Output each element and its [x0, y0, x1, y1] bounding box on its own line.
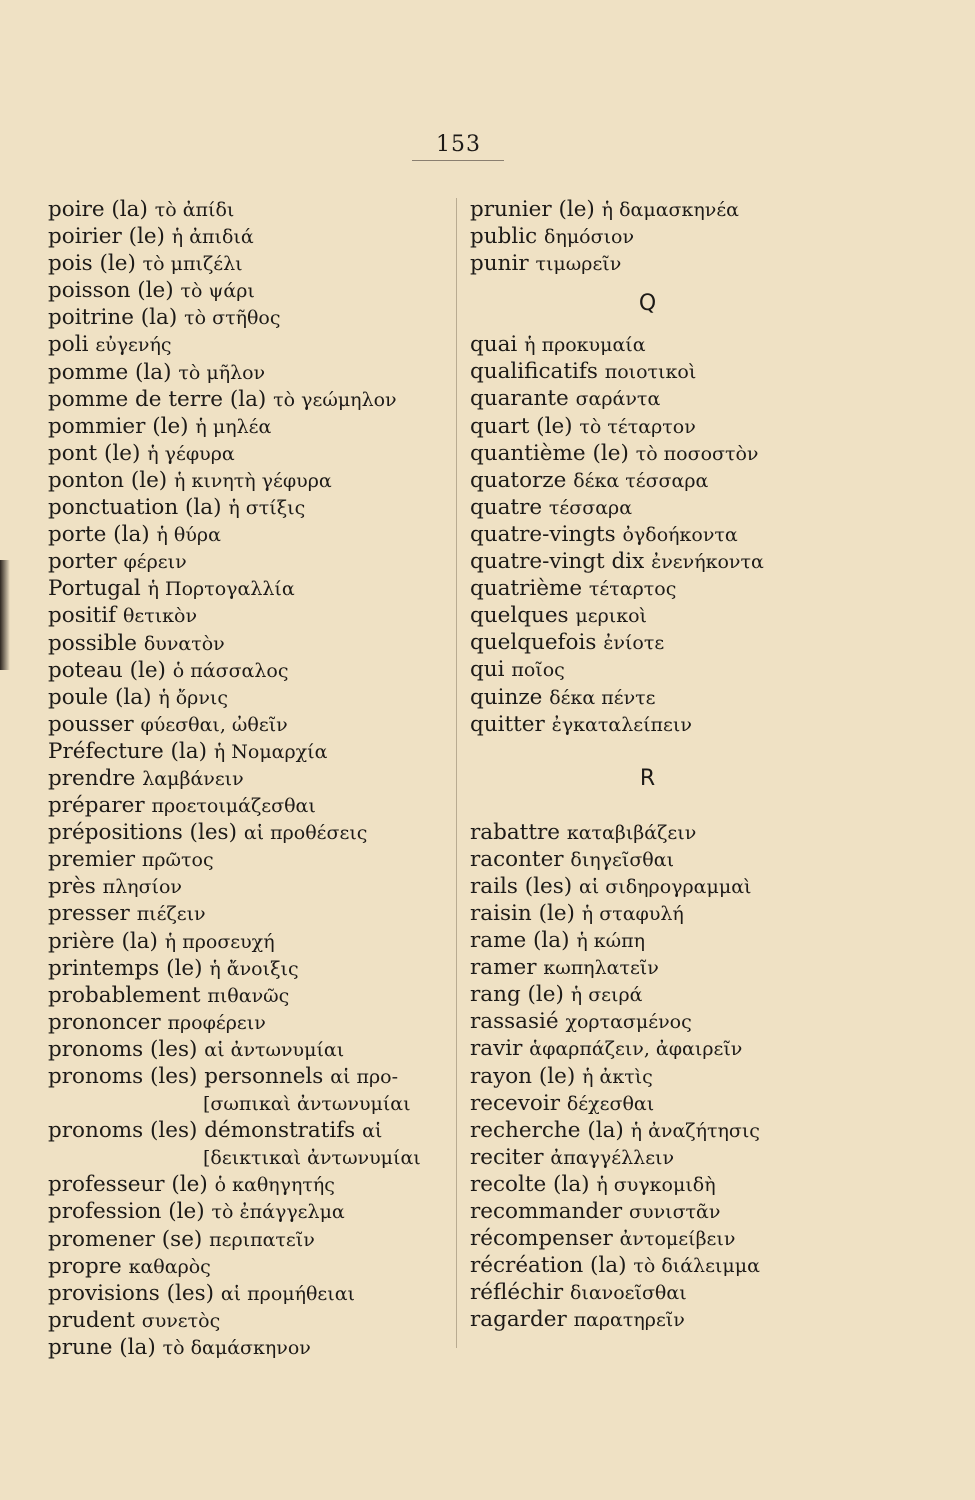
- french-term: ponton (le): [48, 467, 168, 493]
- dictionary-entry: [470, 954, 870, 981]
- dictionary-entry: [470, 250, 870, 277]
- dictionary-entry: [470, 981, 870, 1008]
- french-term: positif: [48, 603, 117, 629]
- dictionary-entry: [48, 1063, 448, 1090]
- greek-translation: ἡ κώπη: [576, 930, 646, 953]
- french-term: recevoir: [470, 1090, 561, 1116]
- dictionary-entry: [470, 494, 870, 521]
- french-term: pronoms (les) démonstratifs: [48, 1118, 356, 1144]
- greek-translation: διηγεῖσθαι: [570, 848, 675, 871]
- dictionary-entry: [48, 494, 448, 521]
- french-term: quatre: [470, 494, 543, 520]
- dictionary-entry: [470, 1035, 870, 1062]
- french-term: professeur (le): [48, 1172, 208, 1198]
- french-term: recommander: [470, 1199, 623, 1224]
- greek-translation: τέσσαρα: [548, 496, 633, 519]
- dictionary-entry: [48, 386, 448, 413]
- greek-translation: ὁ πάσσαλος: [172, 659, 289, 682]
- french-term: Préfecture (la): [48, 738, 207, 764]
- greek-translation: τὸ γεώμηλον: [273, 388, 397, 411]
- dictionary-entry: [48, 359, 448, 386]
- greek-translation: ἡ ἀκτὶς: [582, 1065, 653, 1088]
- french-term: récompenser: [470, 1226, 613, 1252]
- dictionary-entry: [470, 684, 870, 711]
- dictionary-entry: [48, 1117, 448, 1144]
- dictionary-entry: [470, 413, 870, 440]
- dictionary-entry: [470, 846, 870, 873]
- dictionary-entry: [48, 548, 448, 575]
- dictionary-entry: [48, 440, 448, 467]
- french-term: porter: [48, 549, 117, 575]
- dictionary-entry: [48, 873, 448, 900]
- greek-translation: ἐγκαταλείπειν: [551, 713, 692, 736]
- dictionary-entry: [48, 1253, 448, 1280]
- dictionary-entry: [48, 413, 448, 440]
- french-term: pomme de terre (la): [48, 386, 267, 412]
- dictionary-entry: [48, 467, 448, 494]
- french-term: poire (la): [48, 197, 148, 222]
- greek-translation: ποιοτικοὶ: [604, 361, 697, 384]
- french-term: qualificatifs: [470, 359, 598, 385]
- dictionary-entry: [48, 521, 448, 548]
- entries-q: [470, 331, 870, 737]
- french-term: poteau (le): [48, 657, 166, 683]
- dictionary-entry: [48, 304, 448, 331]
- dictionary-entry: [470, 629, 870, 656]
- greek-translation: ἡ συγκομιδὴ: [596, 1173, 716, 1196]
- french-term: quart (le): [470, 413, 573, 439]
- right-column: [470, 196, 870, 1333]
- column-divider: [456, 198, 457, 1348]
- dictionary-entry: [470, 1063, 870, 1090]
- dictionary-entry: [48, 1334, 448, 1361]
- french-term: ramer: [470, 955, 537, 981]
- greek-translation: [σωπικαὶ ἀντωνυμίαι: [203, 1093, 411, 1116]
- french-term: rame (la): [470, 928, 570, 954]
- french-term: ravir: [470, 1036, 523, 1062]
- french-term: prudent: [48, 1307, 135, 1333]
- french-term: quatre-vingt dix: [470, 549, 645, 575]
- french-term: pousser: [48, 711, 134, 737]
- french-term: rang (le): [470, 982, 564, 1008]
- dictionary-entry: [48, 602, 448, 629]
- french-term: porte (la): [48, 522, 150, 548]
- dictionary-entry: [48, 819, 448, 846]
- left-column: [48, 196, 448, 1361]
- greek-translation: αἱ: [362, 1120, 383, 1143]
- dictionary-entry: [48, 250, 448, 277]
- dictionary-entry: [48, 1171, 448, 1198]
- greek-translation: τιμωρεῖν: [535, 253, 622, 276]
- french-term: premier: [48, 847, 136, 873]
- dictionary-entry: [470, 602, 870, 629]
- dictionary-entry: [48, 792, 448, 819]
- greek-translation: ἡ ὄρνις: [158, 686, 228, 709]
- french-term: quai: [470, 332, 518, 358]
- french-term: raisin (le): [470, 900, 575, 926]
- greek-translation: συνιστᾶν: [629, 1201, 721, 1223]
- french-term: quantième (le): [470, 440, 629, 466]
- greek-translation: τὸ ψάρι: [180, 280, 255, 303]
- greek-translation: ἡ γέφυρα: [147, 442, 235, 465]
- dictionary-entry: [470, 467, 870, 494]
- greek-translation: τὸ ἐπάγγελμα: [211, 1201, 345, 1224]
- dictionary-entry: [48, 196, 448, 223]
- greek-translation: ἡ ἀπιδιά: [171, 226, 254, 249]
- greek-translation: ἡ ἀναζήτησις: [630, 1119, 760, 1142]
- dictionary-entry: [48, 277, 448, 304]
- french-term: prune (la): [48, 1334, 156, 1360]
- french-term: quinze: [470, 684, 543, 710]
- greek-translation: κωπηλατεῖν: [543, 957, 659, 980]
- french-term: récréation (la): [470, 1253, 627, 1279]
- french-term: poitrine (la): [48, 305, 178, 331]
- page-edge-shadow: [0, 560, 10, 670]
- dictionary-entry: [48, 1280, 448, 1307]
- page-number: 153: [436, 132, 481, 157]
- entries-p: [470, 196, 870, 277]
- greek-translation: ἡ προσευχή: [164, 930, 275, 953]
- greek-translation: σαράντα: [575, 388, 661, 411]
- greek-translation: δημόσιον: [544, 226, 635, 249]
- dictionary-entry: [48, 684, 448, 711]
- greek-translation: ἀπαγγέλλειν: [550, 1146, 675, 1169]
- greek-translation: ἡ κινητὴ γέφυρα: [174, 469, 332, 492]
- greek-translation: αἱ προθέσεις: [243, 822, 368, 845]
- greek-translation: τέταρτος: [588, 578, 677, 601]
- french-term: public: [470, 224, 538, 250]
- french-term: prendre: [48, 765, 136, 791]
- greek-translation: ἐνίοτε: [603, 632, 665, 655]
- french-term: promener (se): [48, 1226, 203, 1252]
- greek-translation: πρῶτος: [141, 849, 214, 872]
- greek-translation: αἱ σιδηρογραμμαὶ: [578, 875, 752, 898]
- french-term: rayon (le): [470, 1063, 576, 1089]
- french-term: reciter: [470, 1144, 544, 1170]
- greek-translation: τὸ μῆλον: [178, 361, 266, 384]
- dictionary-entry: [48, 1198, 448, 1225]
- french-term: presser: [48, 901, 130, 927]
- greek-translation: ποῖος: [511, 659, 565, 682]
- dictionary-entry: [48, 1009, 448, 1036]
- greek-translation: τὸ διάλειμμα: [633, 1255, 760, 1278]
- greek-translation: [δεικτικαὶ ἀντωνυμίαι: [203, 1147, 421, 1170]
- dictionary-entry: [470, 1198, 870, 1225]
- dictionary-entry: [470, 1144, 870, 1171]
- dictionary-entry: [48, 1090, 448, 1117]
- french-term: raconter: [470, 846, 564, 872]
- french-term: quatre-vingts: [470, 521, 616, 547]
- french-term: pont (le): [48, 440, 141, 466]
- greek-translation: ἡ σταφυλή: [581, 902, 684, 925]
- greek-translation: ἡ σειρά: [570, 984, 643, 1007]
- french-term: rassasié: [470, 1009, 559, 1035]
- french-term: pois (le): [48, 251, 136, 277]
- french-term: recherche (la): [470, 1117, 624, 1143]
- dictionary-entry: [470, 711, 870, 738]
- dictionary-entry: [48, 331, 448, 358]
- greek-translation: ἡ προκυμαία: [524, 334, 646, 357]
- greek-translation: προφέρειν: [167, 1011, 266, 1034]
- dictionary-entry: [470, 331, 870, 358]
- french-term: quatorze: [470, 467, 567, 493]
- dictionary-entry: [48, 738, 448, 765]
- greek-translation: δέκα τέσσαρα: [573, 469, 709, 492]
- french-term: propre: [48, 1253, 122, 1279]
- dictionary-entry: [470, 385, 870, 412]
- french-term: pomme (la): [48, 359, 172, 385]
- french-term: pommier (le): [48, 413, 189, 439]
- dictionary-entry: [470, 873, 870, 900]
- dictionary-entry: [470, 819, 870, 846]
- greek-translation: μερικοὶ: [575, 605, 647, 628]
- greek-translation: περιπατεῖν: [209, 1228, 315, 1251]
- french-term: rails (les): [470, 873, 573, 899]
- dictionary-entry: [470, 575, 870, 602]
- greek-translation: τὸ ἀπίδι: [154, 199, 235, 221]
- dictionary-entry: [470, 196, 870, 223]
- dictionary-entry: [470, 1171, 870, 1198]
- french-term: prunier (le): [470, 197, 595, 222]
- french-term: prière (la): [48, 928, 158, 954]
- french-term: quelquefois: [470, 630, 597, 656]
- dictionary-entry: [470, 1117, 870, 1144]
- greek-translation: ἁφαρπάζειν, ἀφαιρεῖν: [529, 1038, 743, 1061]
- french-term: pronoms (les): [48, 1036, 198, 1062]
- greek-translation: ἡ στίξις: [228, 497, 306, 520]
- dictionary-entry: [470, 358, 870, 385]
- dictionary-entry: [470, 548, 870, 575]
- french-term: pronoms (les) personnels: [48, 1064, 324, 1089]
- dictionary-entry: [48, 223, 448, 250]
- dictionary-entry: [470, 1306, 870, 1333]
- greek-translation: δυνατὸν: [143, 632, 225, 655]
- greek-translation: λαμβάνειν: [142, 767, 244, 790]
- dictionary-entry: [48, 711, 448, 738]
- greek-translation: ὁ καθηγητής: [214, 1174, 335, 1197]
- dictionary-entry: [48, 657, 448, 684]
- french-term: punir: [470, 251, 529, 277]
- french-term: Portugal: [48, 576, 141, 602]
- french-term: poisson (le): [48, 278, 174, 304]
- french-term: quarante: [470, 386, 569, 412]
- greek-translation: δέκα πέντε: [549, 686, 656, 709]
- dictionary-entry: [470, 900, 870, 927]
- greek-translation: θετικὸν: [122, 605, 198, 628]
- greek-translation: φέρειν: [123, 551, 187, 574]
- greek-translation: πλησίον: [102, 876, 182, 899]
- dictionary-entry: [470, 1279, 870, 1306]
- section-letter-q: Q: [638, 291, 657, 317]
- french-term: quitter: [470, 711, 545, 737]
- greek-translation: ἀντομείβειν: [619, 1228, 736, 1251]
- greek-translation: τὸ στῆθος: [184, 307, 281, 330]
- dictionary-entry: [48, 928, 448, 955]
- dictionary-entry: [48, 630, 448, 657]
- dictionary-entry: [470, 927, 870, 954]
- greek-translation: ὀγδοήκοντα: [622, 523, 738, 546]
- section-letter-r: R: [639, 765, 656, 791]
- french-term: poli: [48, 332, 89, 358]
- greek-translation: εὐγενής: [95, 334, 172, 357]
- entries-r: [470, 819, 870, 1334]
- french-term: quatrième: [470, 576, 583, 602]
- greek-translation: καταβιβάζειν: [566, 821, 697, 844]
- greek-translation: ἡ δαμασκηνέα: [601, 199, 739, 221]
- greek-translation: ἡ Νομαρχία: [213, 740, 328, 763]
- page-number-rule: [412, 160, 504, 161]
- dictionary-entry: [48, 1226, 448, 1253]
- french-term: poirier (le): [48, 224, 165, 250]
- french-term: printemps (le): [48, 955, 203, 981]
- french-term: prépositions (les): [48, 820, 237, 846]
- dictionary-entry: [48, 575, 448, 602]
- dictionary-entry: [470, 1090, 870, 1117]
- dictionary-entry: [470, 440, 870, 467]
- greek-translation: αἱ προμήθειαι: [220, 1282, 356, 1305]
- dictionary-entry: [48, 1144, 448, 1171]
- greek-translation: παρατηρεῖν: [573, 1309, 685, 1332]
- dictionary-entry: [470, 656, 870, 683]
- french-term: profession (le): [48, 1199, 205, 1225]
- dictionary-entry: [48, 1307, 448, 1334]
- french-term: réfléchir: [470, 1280, 564, 1306]
- dictionary-entry: [470, 521, 870, 548]
- french-term: préparer: [48, 793, 145, 819]
- french-term: prononcer: [48, 1009, 161, 1035]
- greek-translation: διανοεῖσθαι: [569, 1282, 687, 1305]
- dictionary-entry: [48, 1036, 448, 1063]
- greek-translation: ἡ θύρα: [156, 524, 221, 547]
- greek-translation: ἡ Πορτογαλλία: [147, 578, 295, 601]
- french-term: recolte (la): [470, 1171, 590, 1197]
- greek-translation: τὸ ποσοστὸν: [635, 442, 759, 465]
- greek-translation: αἱ προ-: [330, 1066, 399, 1088]
- french-term: près: [48, 874, 96, 900]
- greek-translation: φύεσθαι, ὠθεῖν: [140, 713, 288, 736]
- dictionary-entry: [48, 982, 448, 1009]
- greek-translation: τὸ δαμάσκηνον: [162, 1336, 311, 1359]
- french-term: ragarder: [470, 1307, 567, 1333]
- greek-translation: ἐνενήκοντα: [651, 551, 764, 574]
- greek-translation: πιέζειν: [136, 903, 206, 926]
- french-term: qui: [470, 657, 505, 683]
- greek-translation: τὸ τέταρτον: [579, 415, 696, 438]
- dictionary-entry: [470, 1252, 870, 1279]
- dictionary-entry: [48, 955, 448, 982]
- greek-translation: ἡ μηλέα: [195, 415, 272, 438]
- french-term: poule (la): [48, 684, 152, 710]
- french-term: provisions (les): [48, 1280, 214, 1306]
- french-term: rabattre: [470, 819, 560, 845]
- greek-translation: τὸ μπιζέλι: [142, 253, 243, 276]
- french-term: quelques: [470, 603, 569, 629]
- dictionary-entry: [470, 223, 870, 250]
- greek-translation: δέχεσθαι: [566, 1092, 655, 1115]
- dictionary-entry: [470, 1225, 870, 1252]
- french-term: ponctuation (la): [48, 495, 222, 521]
- dictionary-entry: [48, 846, 448, 873]
- dictionary-entry: [470, 1008, 870, 1035]
- dictionary-entry: [48, 765, 448, 792]
- dictionary-entry: [48, 900, 448, 927]
- greek-translation: πιθανῶς: [207, 984, 290, 1007]
- french-term: probablement: [48, 982, 201, 1008]
- greek-translation: προετοιμάζεσθαι: [151, 795, 316, 818]
- greek-translation: αἱ ἀντωνυμίαι: [204, 1038, 345, 1061]
- greek-translation: καθαρὸς: [128, 1255, 211, 1278]
- french-term: possible: [48, 630, 138, 656]
- greek-translation: συνετὸς: [141, 1309, 221, 1332]
- greek-translation: ἡ ἄνοιξις: [209, 957, 299, 980]
- greek-translation: χορτασμένος: [565, 1011, 692, 1034]
